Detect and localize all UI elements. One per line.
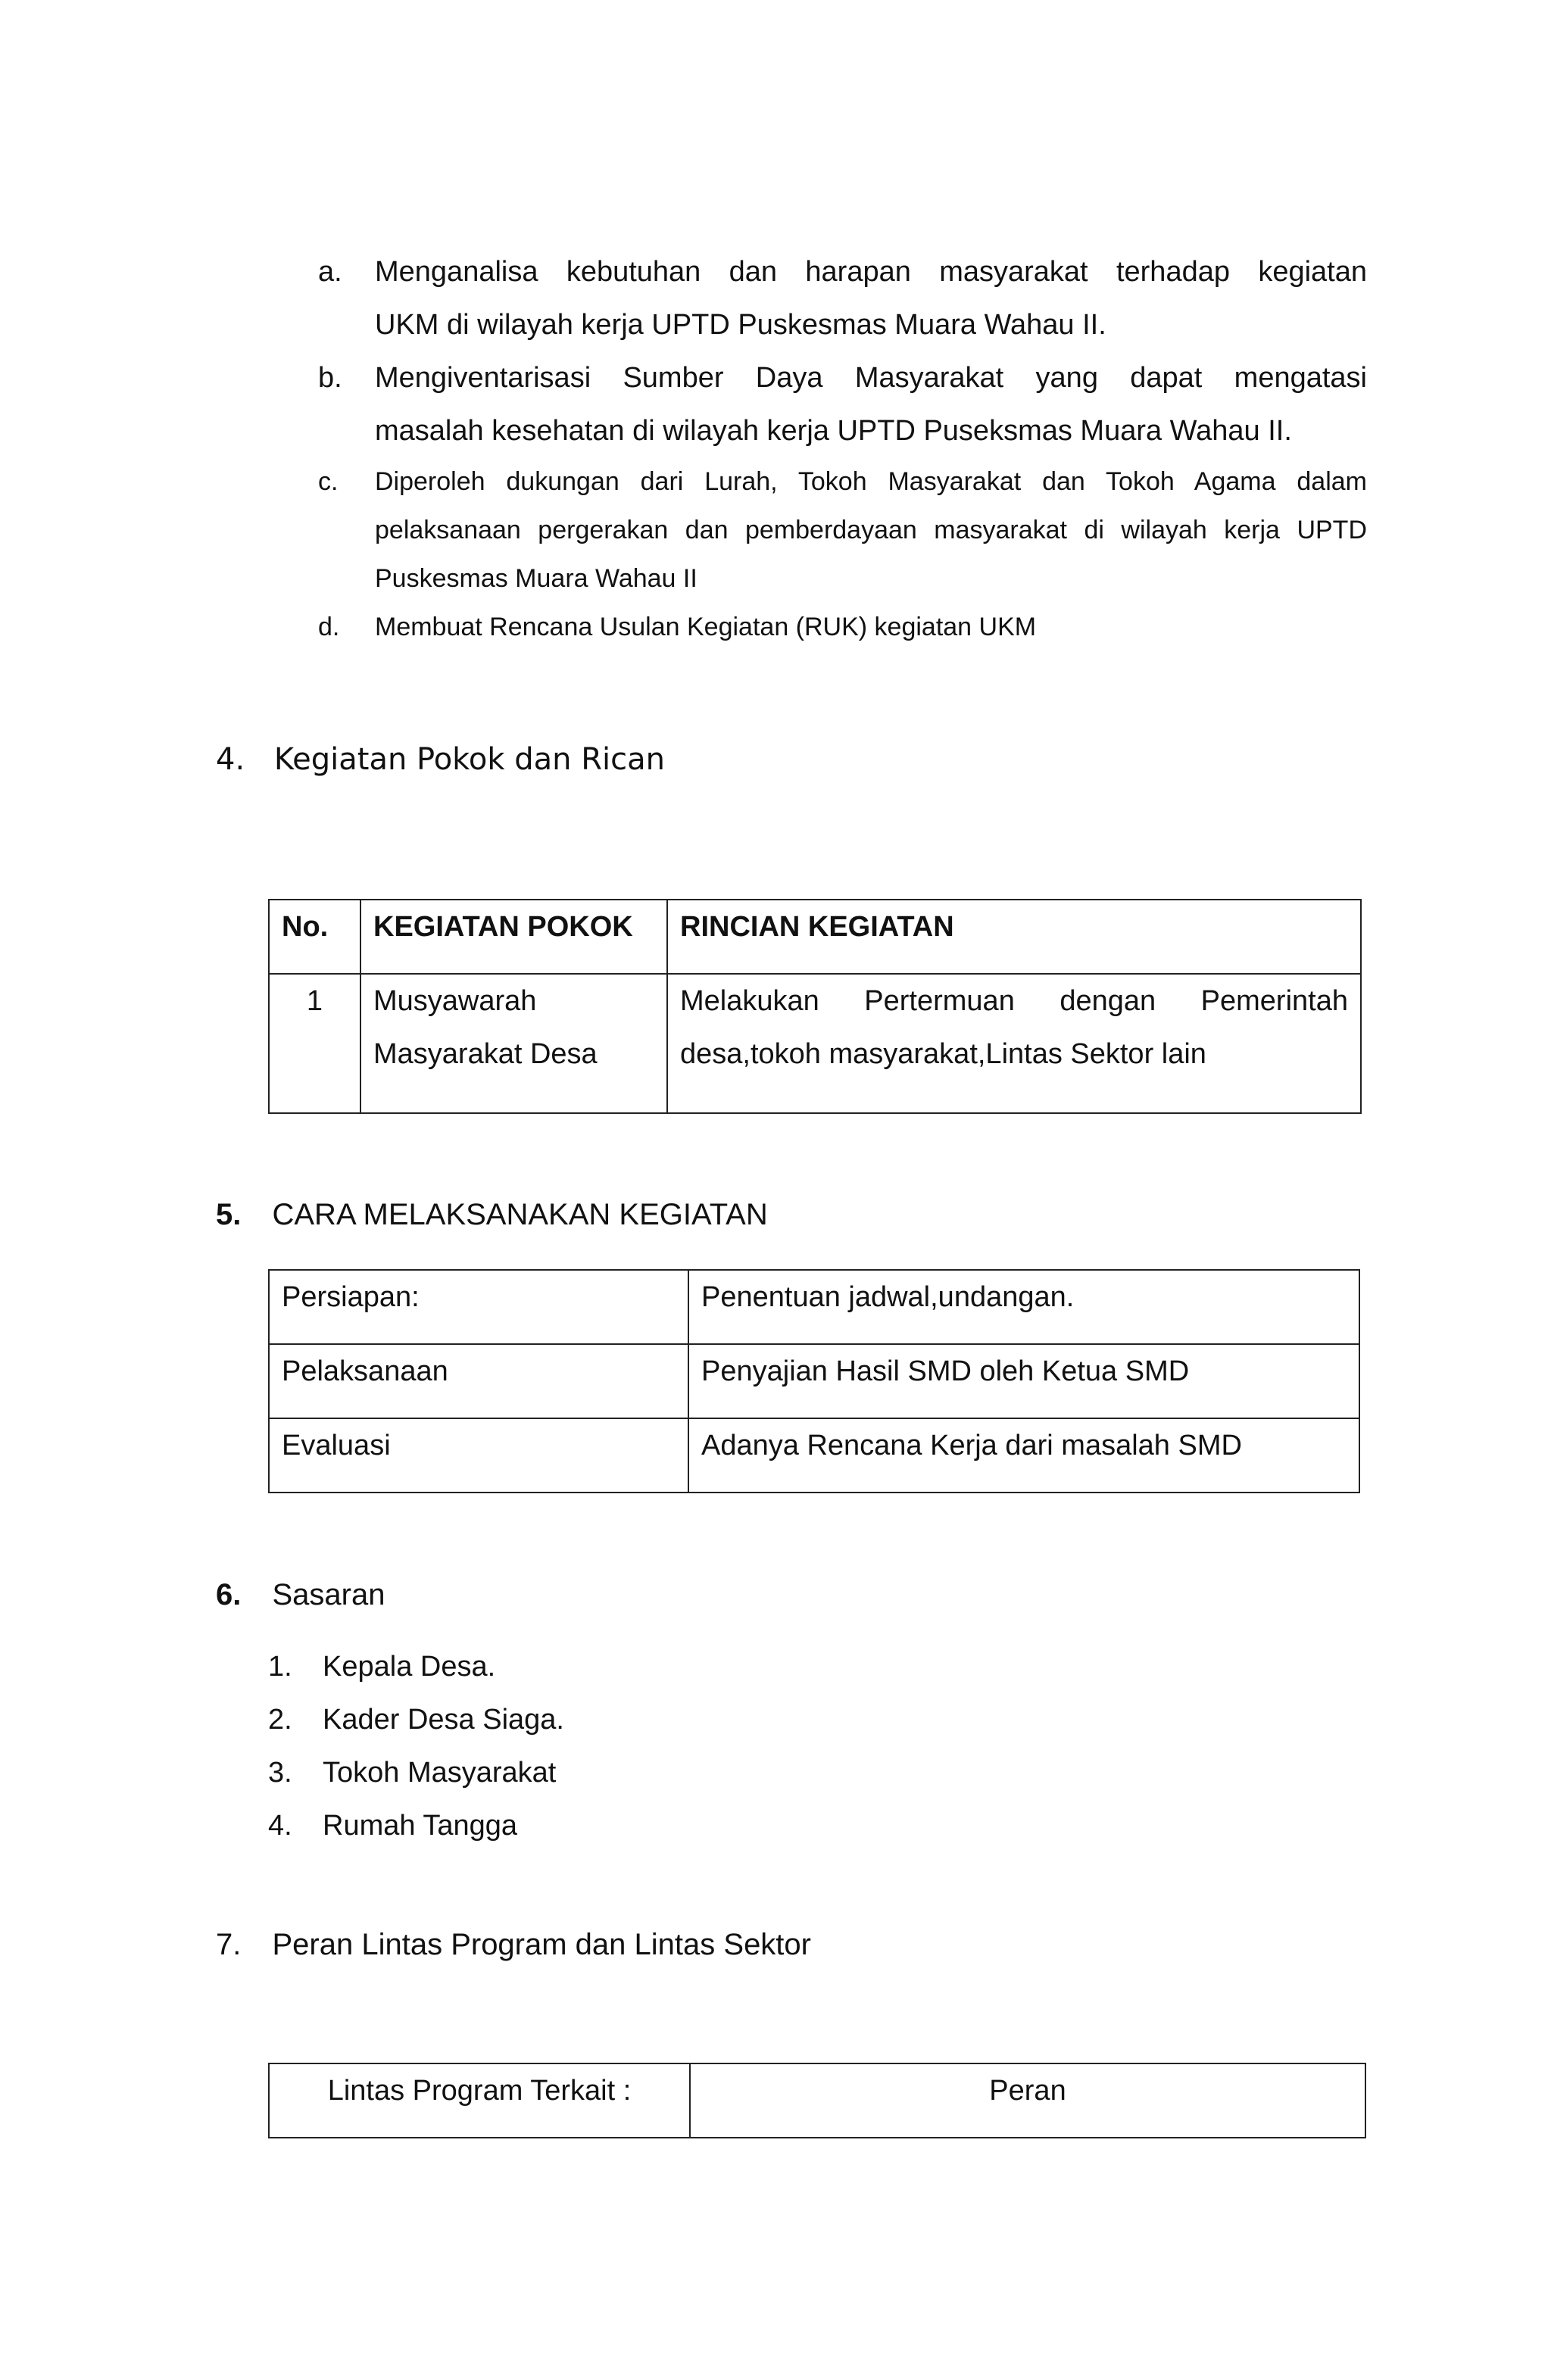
list-text: masalah kesehatan di wilayah kerja UPTD Puseksmas Muara Wahau II. <box>375 415 1292 447</box>
section-title: Peran Lintas Program dan Lintas Sektor <box>272 1928 811 1961</box>
table-row <box>269 974 1361 1113</box>
cell-label: Evaluasi <box>269 1418 688 1493</box>
header-kegiatan-pokok: KEGIATAN POKOK <box>360 900 667 974</box>
list-marker: 1. <box>268 1651 292 1683</box>
cell-value: Adanya Rencana Kerja dari masalah SMD <box>688 1418 1359 1493</box>
list-marker: c. <box>318 467 339 496</box>
cell-line: Melakukan Pertermuan dengan Pemerintah <box>680 985 1348 1017</box>
cara-melaksanakan-table <box>268 1269 1360 1493</box>
cell-kegiatan-pokok <box>360 974 667 1113</box>
section-number: 6. <box>216 1578 242 1611</box>
cell-label: Persiapan: <box>269 1270 688 1344</box>
lintas-program-table <box>268 2063 1366 2138</box>
section-4-heading <box>216 742 665 777</box>
list-item-d <box>318 603 1367 651</box>
list-text: Membuat Rencana Usulan Kegiatan (RUK) kegiatan UKM <box>375 613 1037 641</box>
list-item-b <box>318 351 1367 457</box>
list-text: Puskesmas Muara Wahau II <box>375 564 697 593</box>
list-item-c <box>318 457 1367 603</box>
section-title: Sasaran <box>272 1578 385 1611</box>
list-item <box>268 1799 564 1852</box>
cell-line: Masyarakat Desa <box>373 1038 598 1070</box>
table-header-row <box>269 2063 1365 2138</box>
header-lintas-program: Lintas Program Terkait : <box>269 2063 690 2138</box>
list-marker: 3. <box>268 1757 292 1789</box>
section-7-heading <box>216 1923 811 1966</box>
table-header-row <box>269 900 1361 974</box>
section-number: 4. <box>216 742 245 777</box>
section-title: CARA MELAKSANAKAN KEGIATAN <box>272 1198 768 1231</box>
list-marker: b. <box>318 362 342 394</box>
header-peran: Peran <box>690 2063 1365 2138</box>
cell-label: Pelaksanaan <box>269 1344 688 1418</box>
section-title: Kegiatan Pokok dan Rican <box>273 742 666 777</box>
list-text: Menganalisa kebutuhan dan harapan masyarakat terhadap kegiatan <box>375 256 1367 288</box>
list-text: Tokoh Masyarakat <box>323 1757 557 1789</box>
list-marker: a. <box>318 256 342 288</box>
list-item <box>268 1746 564 1799</box>
list-a-d <box>318 245 1367 651</box>
section-5-heading <box>216 1193 768 1236</box>
cell-line: Musyawarah <box>373 985 537 1017</box>
list-text: Diperoleh dukungan dari Lurah, Tokoh Masyarakat dan Tokoh Agama dalam <box>375 467 1367 496</box>
list-text: pelaksanaan pergerakan dan pemberdayaan masyarakat di wilayah kerja UPTD <box>375 516 1367 544</box>
header-rincian-kegiatan: RINCIAN KEGIATAN <box>667 900 1361 974</box>
section-6-heading <box>216 1574 385 1616</box>
list-text: UKM di wilayah kerja UPTD Puskesmas Muara Wahau II. <box>375 309 1106 341</box>
table-row <box>269 1344 1359 1418</box>
section-number: 7. <box>216 1928 242 1961</box>
cell-value: Penentuan jadwal,undangan. <box>688 1270 1359 1344</box>
cell-line: desa,tokoh masyarakat,Lintas Sektor lain <box>680 1038 1206 1070</box>
sasaran-list <box>268 1640 564 1852</box>
cell-rincian <box>667 974 1361 1113</box>
table-row <box>269 1270 1359 1344</box>
section-number: 5. <box>216 1198 242 1231</box>
kegiatan-table <box>268 899 1362 1114</box>
list-item <box>268 1640 564 1693</box>
list-text: Rumah Tangga <box>323 1810 518 1842</box>
list-text: Kepala Desa. <box>323 1651 496 1683</box>
table-row <box>269 1418 1359 1493</box>
cell-value: Penyajian Hasil SMD oleh Ketua SMD <box>688 1344 1359 1418</box>
list-marker: d. <box>318 613 340 641</box>
list-text: Mengiventarisasi Sumber Daya Masyarakat yang dapat mengatasi <box>375 362 1367 394</box>
list-marker: 4. <box>268 1810 292 1842</box>
cell-no: 1 <box>269 974 360 1113</box>
list-item <box>268 1693 564 1746</box>
list-item-a <box>318 245 1367 351</box>
header-no: No. <box>269 900 360 974</box>
list-text: Kader Desa Siaga. <box>323 1704 564 1736</box>
list-marker: 2. <box>268 1704 292 1736</box>
